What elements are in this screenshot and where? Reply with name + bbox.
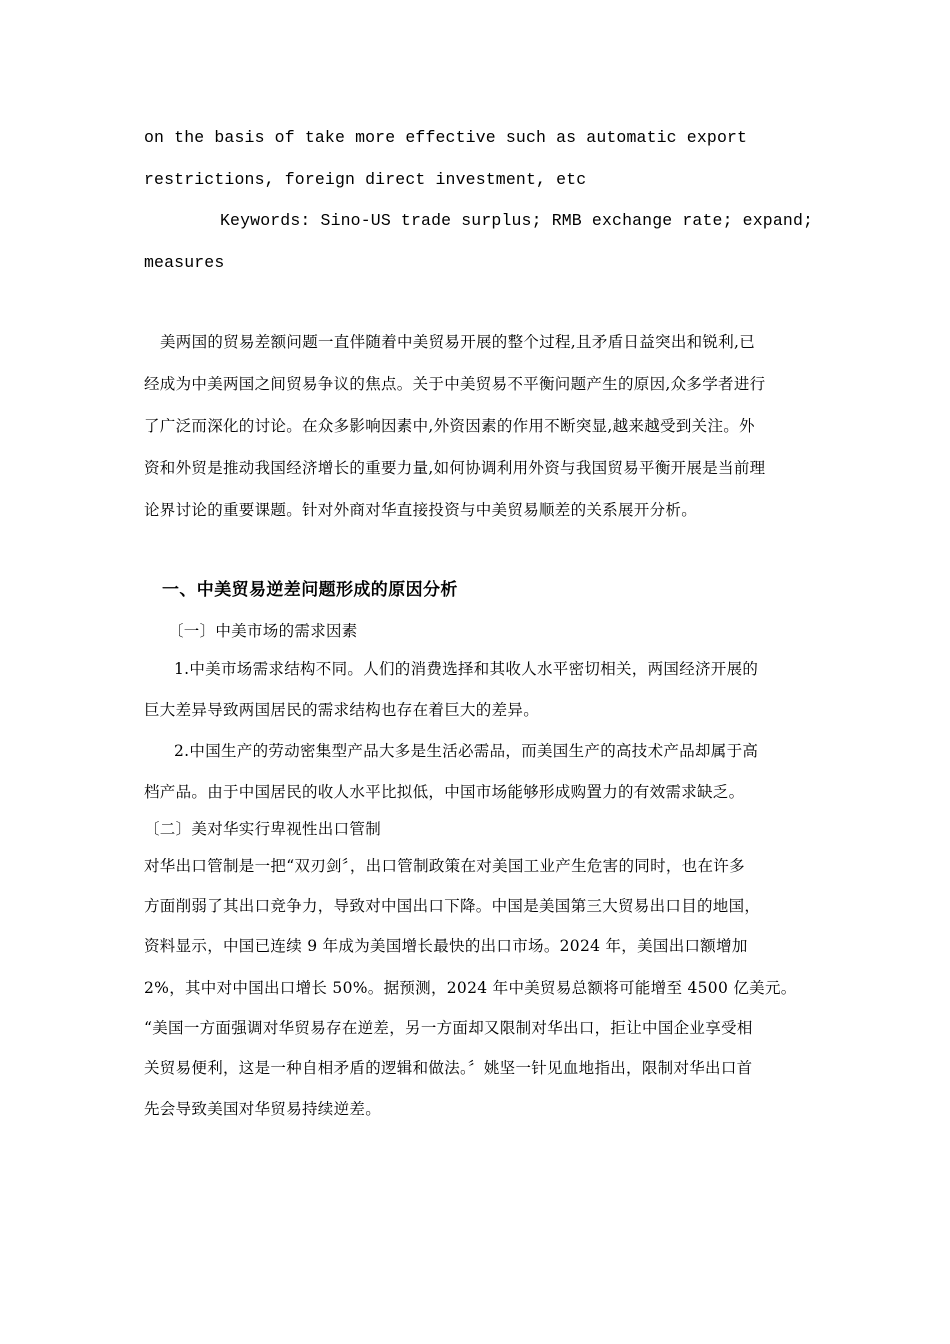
abstract-line-1: on the basis of take more effective such as automatic export	[144, 128, 748, 147]
item-1-line-2: 巨大差异导致两国居民的需求结构也存在着巨大的差异。	[144, 701, 540, 719]
subsection-1-title: 〔一〕中美市场的需求因素	[168, 622, 358, 640]
section-heading: 一、中美贸易逆差问题形成的原因分析	[162, 580, 458, 600]
paragraph-line-4: 2%，其中对中国出口增长 50%。据预测，2024 年中美贸易总额将可能增至 4500 亿美元。	[144, 979, 797, 997]
intro-line-1: 美两国的贸易差额问题一直伴随着中美贸易开展的整个过程,且矛盾日益突出和锐利,已	[160, 333, 756, 351]
intro-line-2: 经成为中美两国之间贸易争议的焦点。关于中美贸易不平衡问题产生的原因,众多学者进行	[144, 375, 766, 393]
keywords-line-2: measures	[144, 253, 225, 272]
item-1-line-1: 1.中美市场需求结构不同。人们的消费选择和其收人水平密切相关，两国经济开展的	[174, 660, 759, 678]
intro-line-4: 资和外贸是推动我国经济增长的重要力量,如何协调利用外资与我国贸易平衡开展是当前理	[144, 459, 766, 477]
intro-line-3: 了广泛而深化的讨论。在众多影响因素中,外资因素的作用不断突显,越来越受到关注。外	[144, 417, 755, 435]
paragraph-line-3: 资料显示，中国已连续 9 年成为美国增长最快的出口市场。2024 年，美国出口额增加	[144, 937, 748, 955]
abstract-line-2: restrictions, foreign direct investment, etc	[144, 170, 587, 189]
intro-line-5: 论界讨论的重要课题。针对外商对华直接投资与中美贸易顺差的关系展开分析。	[144, 501, 698, 519]
paragraph-line-2: 方面削弱了其出口竞争力，导致对中国出口下降。中国是美国第三大贸易出口目的地国，	[144, 897, 761, 915]
paragraph-line-7: 先会导致美国对华贸易持续逆差。	[144, 1100, 382, 1118]
paragraph-line-1: 对华出口管制是一把“双刃剑〞，出口管制政策在对美国工业产生危害的同时，也在许多	[144, 857, 745, 875]
item-2-line-1: 2.中国生产的劳动密集型产品大多是生活必需品，而美国生产的高技术产品却属于高	[174, 742, 759, 760]
subsection-2-title: 〔二〕美对华实行卑视性出口管制	[144, 820, 382, 838]
paragraph-line-5: “美国一方面强调对华贸易存在逆差，另一方面却又限制对华出口，拒让中国企业享受相	[144, 1019, 753, 1037]
paragraph-line-6: 关贸易便利，这是一种自相矛盾的逻辑和做法。〞姚坚一针见血地指出，限制对华出口首	[144, 1059, 753, 1077]
item-2-line-2: 档产品。由于中国居民的收人水平比拟低，中国市场能够形成购置力的有效需求缺乏。	[144, 783, 745, 801]
keywords-line-1: Keywords: Sino-US trade surplus; RMB exchange rate; expand;	[220, 211, 814, 230]
